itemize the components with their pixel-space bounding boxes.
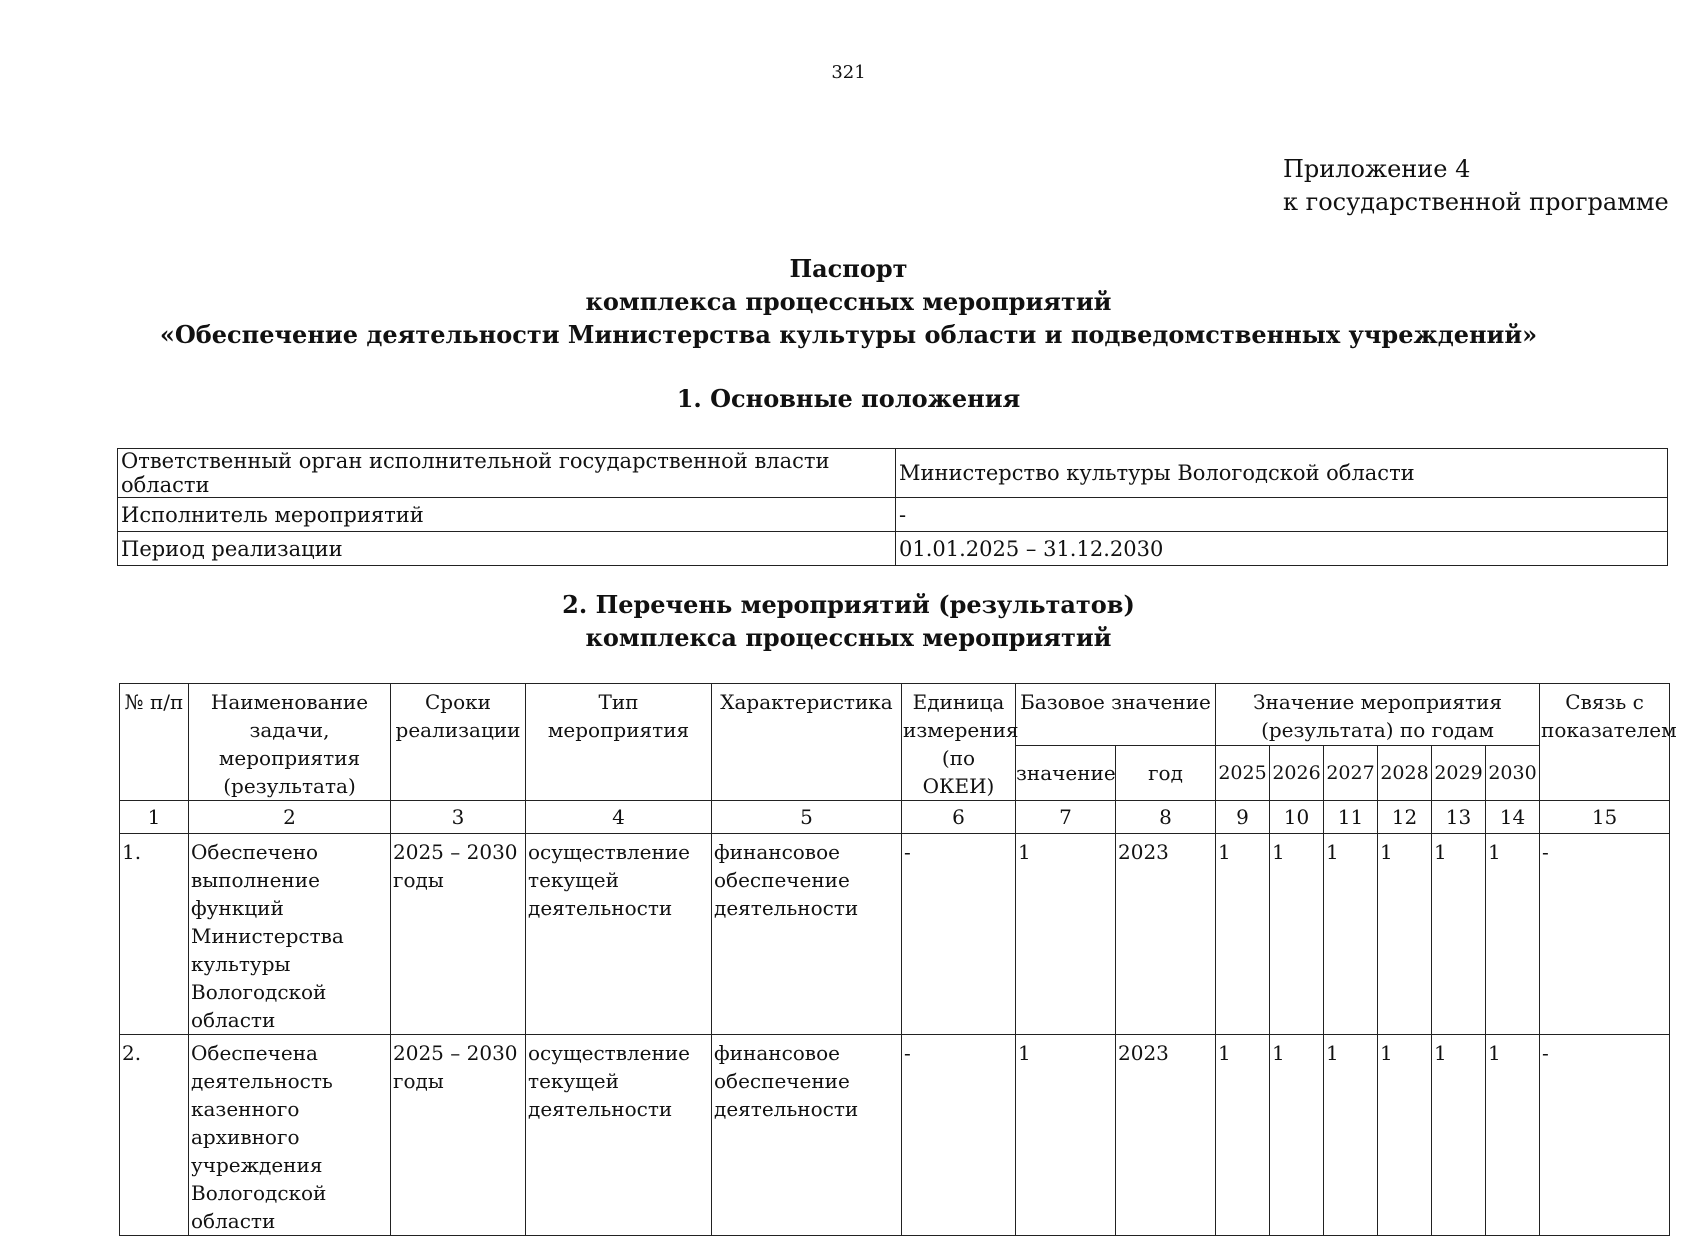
row-link: - bbox=[1540, 834, 1670, 1035]
basics-row bbox=[118, 498, 1668, 532]
col-header-characteristic: Характеристика bbox=[712, 684, 902, 801]
col-header-base-value: значение bbox=[1016, 745, 1116, 800]
col-header-base: Базовое значение bbox=[1016, 684, 1216, 746]
col-header-period: Сроки реализации bbox=[391, 684, 526, 801]
row-unit: - bbox=[902, 1035, 1016, 1236]
column-number-row bbox=[120, 801, 1670, 834]
basics-label: Исполнитель мероприятий bbox=[118, 498, 896, 532]
basics-value: 01.01.2025 – 31.12.2030 bbox=[896, 532, 1668, 566]
col-header-link: Связь с показателем bbox=[1540, 684, 1670, 801]
row-base-value: 1 bbox=[1016, 1035, 1116, 1236]
col-header-year: 2028 bbox=[1378, 745, 1432, 800]
row-type: осуществление текущей деятельности bbox=[526, 834, 712, 1035]
column-number: 13 bbox=[1432, 801, 1486, 834]
column-number: 4 bbox=[526, 801, 712, 834]
col-header-by-years: Значение мероприятия (результата) по годам bbox=[1216, 684, 1540, 746]
row-year-value: 1 bbox=[1216, 834, 1270, 1035]
col-header-name: Наименование задачи, мероприятия (результата) bbox=[189, 684, 391, 801]
section-2-heading bbox=[0, 588, 1697, 654]
row-period: 2025 – 2030 годы bbox=[391, 1035, 526, 1236]
row-base-year: 2023 bbox=[1116, 834, 1216, 1035]
row-name: Обеспечена деятельность казенного архивного учреждения Вологодской области bbox=[189, 1035, 391, 1236]
col-header-year: 2025 bbox=[1216, 745, 1270, 800]
row-num: 2. bbox=[120, 1035, 189, 1236]
section-1-heading: 1. Основные положения bbox=[676, 384, 1021, 413]
header-row bbox=[120, 684, 1670, 746]
row-link: - bbox=[1540, 1035, 1670, 1236]
column-number: 7 bbox=[1016, 801, 1116, 834]
column-number: 5 bbox=[712, 801, 902, 834]
column-number: 9 bbox=[1216, 801, 1270, 834]
table-row bbox=[120, 834, 1670, 1035]
column-number: 3 bbox=[391, 801, 526, 834]
title-line-3: «Обеспечение деятельности Министерства культуры области и подведомственных учреждений» bbox=[159, 320, 1538, 349]
col-header-year: 2030 bbox=[1486, 745, 1540, 800]
basics-label: Ответственный орган исполнительной государственной власти области bbox=[118, 449, 896, 498]
row-characteristic: финансовое обеспечение деятельности bbox=[712, 834, 902, 1035]
row-base-year: 2023 bbox=[1116, 1035, 1216, 1236]
column-number: 10 bbox=[1270, 801, 1324, 834]
title-line-2: комплекса процессных мероприятий bbox=[585, 287, 1112, 316]
basics-value: Министерство культуры Вологодской области bbox=[896, 449, 1668, 498]
column-number: 6 bbox=[902, 801, 1016, 834]
col-header-year: 2026 bbox=[1270, 745, 1324, 800]
row-period: 2025 – 2030 годы bbox=[391, 834, 526, 1035]
row-num: 1. bbox=[120, 834, 189, 1035]
document-title bbox=[0, 252, 1697, 351]
row-year-value: 1 bbox=[1432, 834, 1486, 1035]
page-number: 321 bbox=[831, 62, 866, 83]
appendix-line-2: к государственной программе bbox=[1283, 188, 1669, 216]
row-year-value: 1 bbox=[1378, 1035, 1432, 1236]
col-header-type: Тип мероприятия bbox=[526, 684, 712, 801]
measures-table bbox=[119, 683, 1677, 1236]
row-unit: - bbox=[902, 834, 1016, 1035]
row-year-value: 1 bbox=[1324, 834, 1378, 1035]
basics-row bbox=[118, 449, 1668, 498]
column-number: 11 bbox=[1324, 801, 1378, 834]
appendix-line-1: Приложение 4 bbox=[1283, 155, 1471, 183]
row-year-value: 1 bbox=[1216, 1035, 1270, 1236]
col-header-year: 2029 bbox=[1432, 745, 1486, 800]
basics-table bbox=[117, 448, 1668, 566]
row-year-value: 1 bbox=[1270, 1035, 1324, 1236]
row-year-value: 1 bbox=[1486, 834, 1540, 1035]
row-year-value: 1 bbox=[1486, 1035, 1540, 1236]
row-year-value: 1 bbox=[1378, 834, 1432, 1035]
row-name: Обеспечено выполнение функций Министерства культуры Вологодской области bbox=[189, 834, 391, 1035]
column-number: 8 bbox=[1116, 801, 1216, 834]
basics-row bbox=[118, 532, 1668, 566]
column-number: 14 bbox=[1486, 801, 1540, 834]
column-number: 12 bbox=[1378, 801, 1432, 834]
col-header-base-year: год bbox=[1116, 745, 1216, 800]
col-header-year: 2027 bbox=[1324, 745, 1378, 800]
row-year-value: 1 bbox=[1324, 1035, 1378, 1236]
row-characteristic: финансовое обеспечение деятельности bbox=[712, 1035, 902, 1236]
row-base-value: 1 bbox=[1016, 834, 1116, 1035]
title-line-1: Паспорт bbox=[789, 254, 908, 283]
row-year-value: 1 bbox=[1270, 834, 1324, 1035]
table-row bbox=[120, 1035, 1670, 1236]
col-header-unit: Единица измерения (по ОКЕИ) bbox=[902, 684, 1016, 801]
row-type: осуществление текущей деятельности bbox=[526, 1035, 712, 1236]
row-year-value: 1 bbox=[1432, 1035, 1486, 1236]
section-2-heading-line-1: 2. Перечень мероприятий (результатов) bbox=[562, 590, 1135, 619]
appendix-note bbox=[1283, 153, 1669, 219]
basics-label: Период реализации bbox=[118, 532, 896, 566]
column-number: 15 bbox=[1540, 801, 1670, 834]
section-2-heading-line-2: комплекса процессных мероприятий bbox=[585, 623, 1112, 652]
column-number: 2 bbox=[189, 801, 391, 834]
column-number: 1 bbox=[120, 801, 189, 834]
col-header-num: № п/п bbox=[120, 684, 189, 801]
basics-value: - bbox=[896, 498, 1668, 532]
